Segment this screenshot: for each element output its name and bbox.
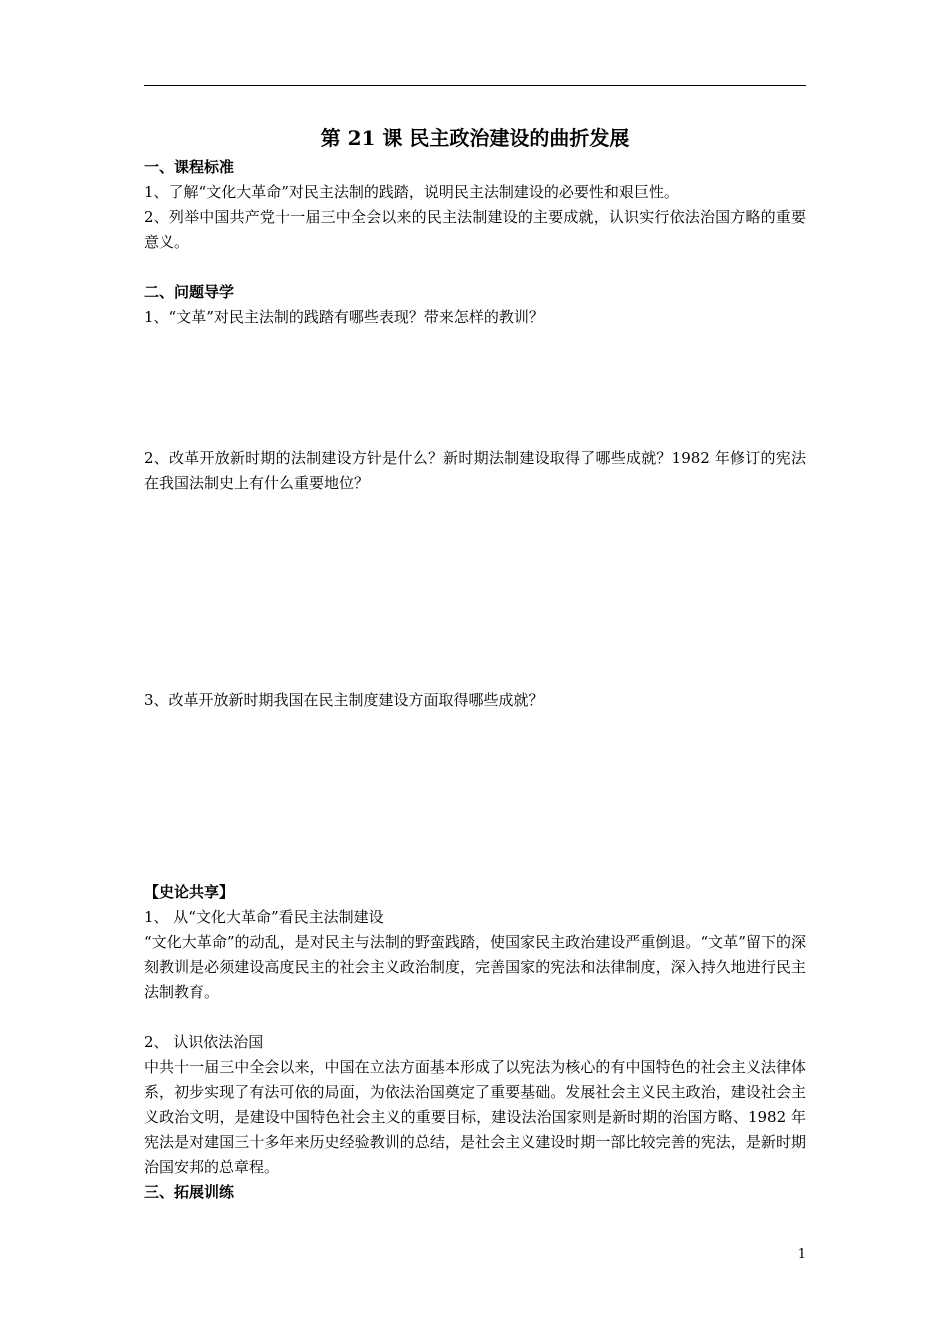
- shared-item-2-title: 2、 认识依法治国: [144, 1033, 264, 1051]
- standard-item-2: 2、列举中国共产党十一届三中全会以来的民主法制建设的主要成就，认识实行依法治国方略的重要意义。: [144, 208, 806, 251]
- question-1: 1、“文革”对民主法制的践踏有哪些表现？带来怎样的教训？: [144, 308, 544, 326]
- document-page: [144, 121, 806, 1205]
- page-title: 第 21 课 民主政治建设的曲折发展: [320, 126, 630, 150]
- answer-space-1: [144, 330, 806, 446]
- question-2: 2、改革开放新时期的法制建设方针是什么？新时期法制建设取得了哪些成就？1982 年修订的宪法在我国法制史上有什么重要地位？: [144, 449, 806, 492]
- answer-space-2: [144, 496, 806, 688]
- standard-item-1: 1、了解“文化大革命”对民主法制的践踏，说明民主法制建设的必要性和艰巨性。: [144, 183, 679, 201]
- section-heading-curriculum-standards: 一、课程标准: [144, 158, 235, 176]
- header-rule: [144, 85, 806, 86]
- section-heading-shared-discussion: 【史论共享】: [144, 883, 235, 901]
- section-heading-extension-training: 三、拓展训练: [144, 1183, 235, 1201]
- spacer: [144, 1005, 806, 1030]
- shared-item-2-body: 中共十一届三中全会以来，中国在立法方面基本形成了以宪法为核心的有中国特色的社会主义法律体系，初步实现了有法可依的局面，为依法治国奠定了重要基础。发展社会主义民主政治，建设社会主义政治文明，是建设中国特色社会主义的重要目标，建设法治国家则是新时期的治国方略、1982 年宪法是对建国三十多年来历史经验教训的总结，是社会主义建设时期一部比较完善的宪法，是新时期治国安邦的总章程。: [144, 1058, 806, 1176]
- section-heading-guided-questions: 二、问题导学: [144, 283, 235, 301]
- shared-item-1-body: “文化大革命”的动乱，是对民主与法制的野蛮践踏，使国家民主政治建设严重倒退。“文革”留下的深刻教训是必须建设高度民主的社会主义政治制度，完善国家的宪法和法律制度，深入持久地进行民主法制教育。: [144, 933, 806, 1001]
- shared-item-1-title: 1、 从“文化大革命”看民主法制建设: [144, 908, 384, 926]
- page-number: 1: [797, 1247, 806, 1262]
- question-3: 3、改革开放新时期我国在民主制度建设方面取得哪些成就？: [144, 691, 544, 709]
- spacer: [144, 255, 806, 280]
- answer-space-3: [144, 713, 806, 880]
